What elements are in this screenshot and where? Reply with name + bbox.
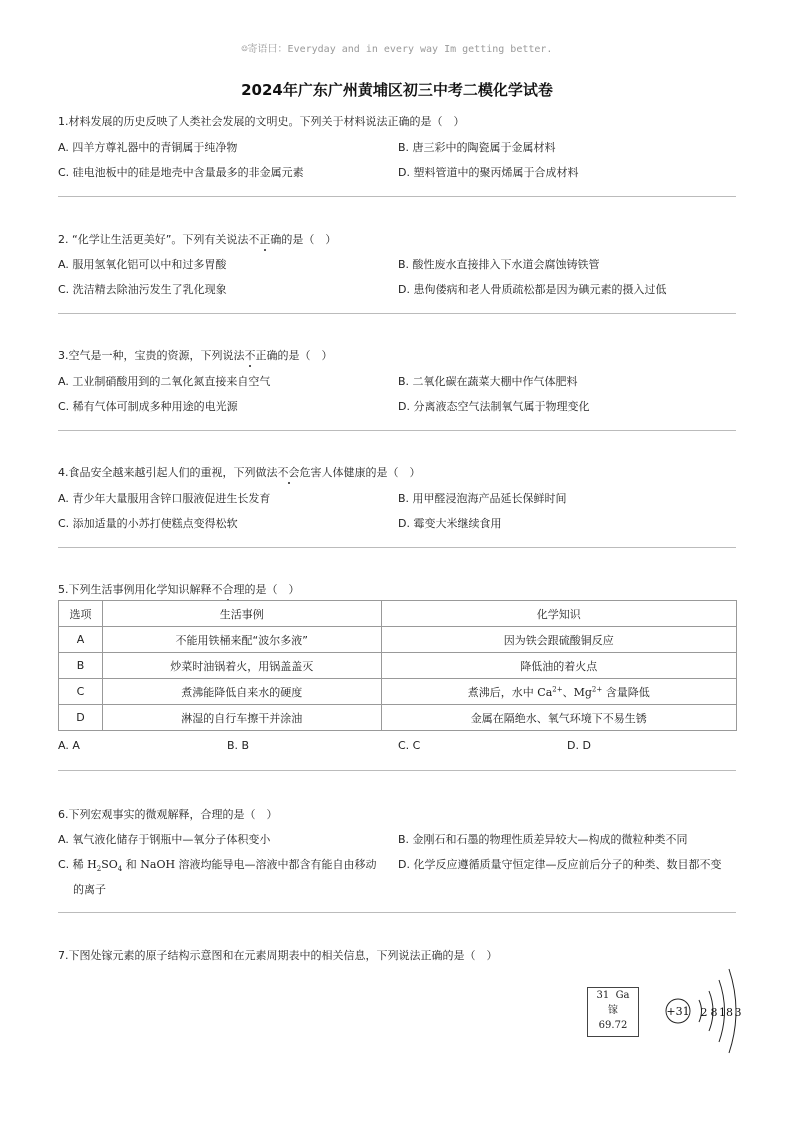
formula-sodium-hydroxide: NaOH (140, 858, 176, 871)
element-symbol: Ga (615, 990, 630, 1001)
table-cell: D (59, 705, 103, 731)
formula-part: H (87, 858, 97, 871)
q5-answer-a: A. A (58, 739, 80, 752)
watermark: ☺寄语曰：Everyday and in every way Im getting better. (241, 44, 553, 55)
table-row (59, 679, 737, 705)
q6-option-d: D. 化学反应遵循质量守恒定律—反应前后分子的种类、数目都不变 (398, 858, 722, 871)
q1-option-d: D. 塑料管道中的聚丙烯属于合成材料 (398, 166, 579, 179)
question-2-stem (58, 231, 336, 247)
q6-option-c (58, 856, 377, 873)
q4-option-b: B. 用甲醛浸泡海产品延长保鲜时间 (398, 492, 567, 505)
shell-electrons: 8 (710, 1006, 718, 1019)
question-6-stem: 6.下列宏观事实的微观解释，合理的是（ ） (58, 808, 278, 821)
divider (58, 547, 736, 548)
table-header: 选项 (59, 601, 103, 627)
stem-text: 2. “化学让生活更美好”。下列有关说法 (58, 233, 249, 246)
q3-option-d: D. 分离液态空气法制氧气属于物理变化 (398, 400, 590, 413)
emphasis-text: 不合理 (211, 583, 245, 596)
page-title: 2024年广东广州黄埔区初三中考二模化学试卷 (241, 81, 553, 99)
q3-option-c: C. 稀有气体可制成多种用途的电光源 (58, 400, 238, 413)
stem-text: 的是（ ） (281, 233, 337, 246)
q4-option-d: D. 霉变大米继续食用 (398, 517, 502, 530)
table-cell: 因为铁会跟硫酸铜反应 (381, 627, 736, 653)
atomic-number: 31 (596, 990, 610, 1001)
question-7-stem: 7.下图处镓元素的原子结构示意图和在元素周期表中的相关信息，下列说法正确的是（ ） (58, 949, 498, 962)
element-number-symbol (588, 988, 638, 1003)
divider (58, 770, 736, 771)
table-cell: 煮沸能降低自来水的硬度 (102, 679, 381, 705)
q4-option-a: A. 青少年大量服用含锌口服液促进生长发育 (58, 492, 271, 505)
question-5-stem (58, 581, 300, 597)
stem-text: 3.空气是一种，宝贵的资源，下列说法 (58, 349, 245, 362)
formula-sulfuric-acid (87, 858, 123, 874)
q6-option-a: A. 氧气液化储存于钢瓶中—氧分子体积变小 (58, 833, 271, 846)
q2-option-b: B. 酸性废水直接排入下水道会腐蚀铸铁管 (398, 258, 600, 271)
stem-text: 4.食品安全越来越引起人们的重视，下列做法 (58, 466, 278, 479)
table-cell: 降低油的着火点 (381, 653, 736, 679)
table-row (59, 653, 737, 679)
q3-option-a: A. 工业制硝酸用到的二氧化氮直接来自空气 (58, 375, 271, 388)
ion-symbol: Ca (537, 685, 553, 699)
emphasis-text: 不会 (277, 466, 300, 479)
ion-symbol: Mg (573, 685, 592, 699)
q2-option-d: D. 患佝偻病和老人骨质疏松都是因为碘元素的摄入过低 (398, 283, 667, 296)
q1-option-c: C. 硅电池板中的硅是地壳中含量最多的非金属元素 (58, 166, 304, 179)
divider (58, 196, 736, 197)
emphasis-text: 不正确 (248, 233, 282, 246)
shell-electrons: 2 (700, 1006, 708, 1019)
question-3-stem (58, 347, 333, 363)
periodic-table-cell (587, 987, 639, 1037)
emphasis-text: 不 (244, 349, 256, 362)
separator: 、 (562, 685, 574, 699)
table-cell: C (59, 679, 103, 705)
table-cell: B (59, 653, 103, 679)
divider (58, 912, 736, 913)
formula-subscript: 2 (96, 865, 102, 874)
q1-option-b: B. 唐三彩中的陶瓷属于金属材料 (398, 141, 556, 154)
table-cell: 不能用铁桶来配“波尔多液” (102, 627, 381, 653)
stem-text: 的是（ ） (244, 583, 300, 596)
shell-electrons: 18 (719, 1006, 733, 1019)
element-name: 镓 (608, 1005, 618, 1016)
stem-text: 正确的是（ ） (255, 349, 333, 362)
q6-option-b: B. 金刚石和石墨的物理性质差异较大—构成的微粒种类不同 (398, 833, 688, 846)
formula-subscript: 4 (117, 865, 123, 874)
calcium-ion (537, 686, 562, 699)
stem-text: 5.下列生活事例用化学知识解释 (58, 583, 212, 596)
q2-option-c: C. 洗洁精去除油污发生了乳化现象 (58, 283, 227, 296)
table-cell: 炒菜时油锅着火，用锅盖盖灭 (102, 653, 381, 679)
q2-option-a: A. 服用氢氧化铝可以中和过多胃酸 (58, 258, 227, 271)
q5-table (58, 600, 737, 731)
q5-answer-b: B. B (227, 739, 250, 752)
q5-answer-c: C. C (398, 739, 421, 752)
q1-option-a: A. 四羊方尊礼器中的青铜属于纯净物 (58, 141, 238, 154)
nucleus-charge: +31 (666, 1005, 690, 1018)
cell-text: 含量降低 (602, 685, 650, 699)
atomic-structure-diagram (660, 960, 750, 1070)
option-text: 和 (122, 858, 141, 871)
magnesium-ion (574, 686, 603, 699)
cell-text: 煮沸后，水中 (467, 685, 538, 699)
option-text: C. 稀 (58, 858, 88, 871)
ion-charge: 2+ (591, 684, 603, 693)
q3-option-b: B. 二氧化碳在蔬菜大棚中作气体肥料 (398, 375, 578, 388)
q5-answer-d: D. D (567, 739, 591, 752)
table-header-row (59, 601, 737, 627)
table-cell: 金属在隔绝水、氧气环境下不易生锈 (381, 705, 736, 731)
table-row (59, 705, 737, 731)
question-4-stem (58, 464, 421, 480)
formula-part: SO (101, 858, 118, 871)
table-row (59, 627, 737, 653)
table-cell: A (59, 627, 103, 653)
divider (58, 430, 736, 431)
option-text: 溶液均能导电—溶液中都含有能自由移动 (175, 858, 377, 871)
q6-option-c-line2: 的离子 (73, 883, 106, 896)
table-header: 生活事例 (102, 601, 381, 627)
table-header: 化学知识 (381, 601, 736, 627)
ion-charge: 2+ (552, 684, 563, 693)
shell-electrons: 3 (734, 1006, 742, 1019)
question-1-stem: 1.材料发展的历史反映了人类社会发展的文明史。下列关于材料说法正确的是（ ） (58, 115, 465, 128)
stem-text: 危害人体健康的是（ ） (299, 466, 421, 479)
divider (58, 313, 736, 314)
table-cell (381, 679, 736, 705)
atomic-mass: 69.72 (598, 1020, 628, 1031)
q4-option-c: C. 添加适量的小苏打使糕点变得松软 (58, 517, 238, 530)
table-cell: 淋湿的自行车擦干并涂油 (102, 705, 381, 731)
